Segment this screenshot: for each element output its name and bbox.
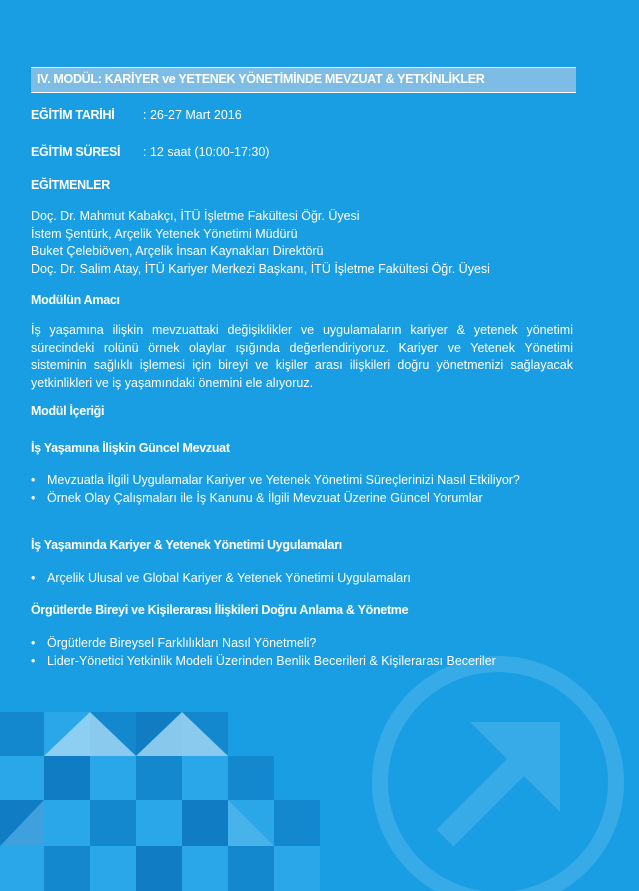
- training-duration-label: EĞİTİM SÜRESİ: [31, 145, 121, 159]
- section-title-legislation: İş Yaşamına İlişkin Güncel Mevzuat: [31, 441, 230, 455]
- list-item: [31, 490, 483, 508]
- bullet-icon: •: [31, 636, 36, 650]
- bullet-icon: •: [31, 473, 36, 487]
- list-item-text: Lider-Yönetici Yetkinlik Modeli Üzerinden Benlik Becerileri & Kişilerarası Beceriler: [47, 653, 496, 668]
- list-item-text: Mevzuatla İlgili Uygulamalar Kariyer ve Yetenek Yönetimi Süreçlerinizi Nasıl Etkiliyor?: [47, 473, 520, 487]
- list-item-text: Arçelik Ulusal ve Global Kariyer & Yetenek Yönetimi Uygulamaları: [47, 571, 411, 585]
- list-item: [31, 635, 316, 653]
- aim-title: Modülün Amacı: [31, 293, 120, 307]
- list-item-text: Örnek Olay Çalışmaları ile İş Kanunu & İlgili Mevzuat Üzerine Güncel Yorumlar: [47, 490, 483, 505]
- instructor-item: Doç. Dr. Salim Atay, İTÜ Kariyer Merkezi Başkanı, İTÜ İşletme Fakültesi Öğr. Üyesi: [31, 261, 490, 276]
- content-title: Modül İçeriği: [31, 404, 105, 418]
- list-item-text: Örgütlerde Bireysel Farklılıkları Nasıl Yönetmeli?: [47, 636, 317, 650]
- training-duration-value: : 12 saat (10:00-17:30): [143, 145, 270, 159]
- list-item: [31, 653, 496, 671]
- training-date-value: : 26-27 Mart 2016: [143, 108, 242, 122]
- list-item: [31, 472, 520, 490]
- instructor-item: Doç. Dr. Mahmut Kabakçı, İTÜ İşletme Fakültesi Öğr. Üyesi: [31, 209, 360, 223]
- list-item: [31, 570, 411, 588]
- arrow-logo-watermark: [380, 664, 616, 891]
- aim-paragraph: İş yaşamına ilişkin mevzuattaki değişiklikler ve uygulamaların kariyer & yetenek yönetimi sürecindeki rolünü örnek olaylar ışığında değerlendiriyoruz. Kariyer ve Yetenek Yönetimi sisteminin sağlıklı işlemesi için bireyi ve kişiler arası ilişkileri doğru yönetmenizi sağlayacak yetkinlikleri ve iş yaşamındaki önemini ele alıyoruz.: [31, 323, 573, 390]
- bullet-icon: •: [31, 490, 36, 505]
- instructor-item: Buket Çelebiöven, Arçelik İnsan Kaynakları Direktörü: [31, 244, 324, 258]
- section-title-career-practices: İş Yaşamında Kariyer & Yetenek Yönetimi Uygulamaları: [31, 538, 342, 552]
- instructor-item: İstem Şentürk, Arçelik Yetenek Yönetimi Müdürü: [31, 226, 298, 241]
- module-header-bar: [31, 67, 576, 93]
- training-date-row: [31, 108, 242, 122]
- instructors-title: EĞİTMENLER: [31, 178, 110, 192]
- training-date-label: EĞİTİM TARİHİ: [31, 108, 115, 122]
- bullet-icon: •: [31, 653, 36, 668]
- section-title-interpersonal: Örgütlerde Bireyi ve Kişilerarası İlişkileri Doğru Anlama & Yönetme: [31, 603, 409, 617]
- training-duration-row: [31, 145, 269, 159]
- module-title: IV. MODÜL: KARİYER ve YETENEK YÖNETİMİNDE MEVZUAT & YETKİNLİKLER: [37, 72, 485, 86]
- bullet-icon: •: [31, 571, 36, 585]
